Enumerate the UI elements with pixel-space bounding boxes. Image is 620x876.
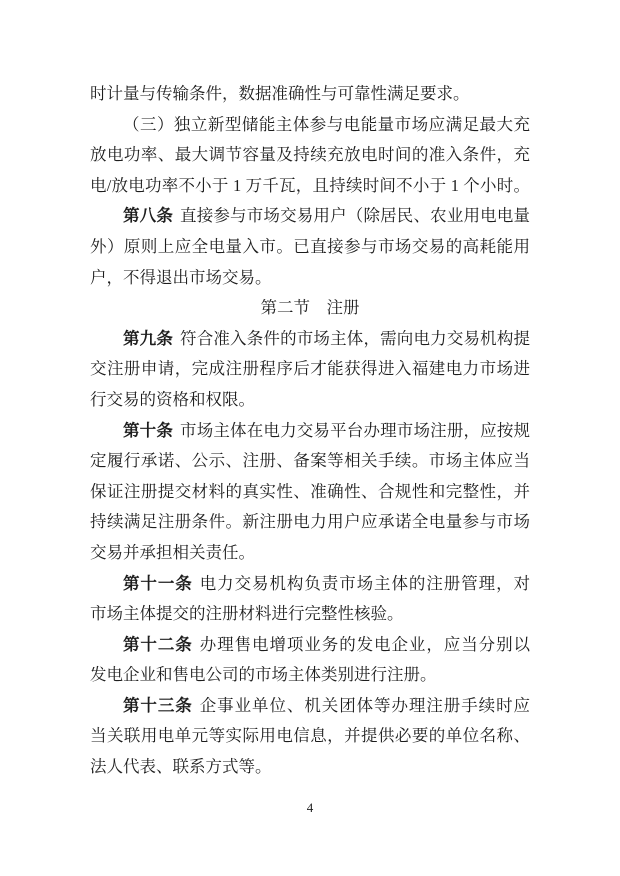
- text-line-article-11: [90, 569, 530, 600]
- article-number: 第十一条: [123, 573, 193, 593]
- text-line: 交易并承担相关责任。: [90, 542, 255, 562]
- text-line: 保证注册提交材料的真实性、准确性、合规性和完整性，并: [90, 481, 530, 501]
- text-line: 当关联用电单元等实际用电信息，并提供必要的单位名称、: [90, 726, 530, 746]
- text-line: 行交易的资格和权限。: [90, 389, 255, 409]
- article-text: 市场主体在电力交易平台办理市场注册，应按规: [180, 420, 530, 440]
- text-line-article-13: [90, 691, 530, 722]
- text-line: 发电企业和售电公司的市场主体类别进行注册。: [90, 665, 437, 685]
- text-line: 放电功率、最大调节容量及持续充放电时间的准入条件，充: [90, 145, 530, 165]
- text-line: 市场主体提交的注册材料进行完整性核验。: [90, 604, 404, 624]
- article-number: 第十条: [123, 420, 174, 440]
- article-number: 第八条: [123, 206, 174, 226]
- text-line: 定履行承诺、公示、注册、备案等相关手续。市场主体应当: [90, 451, 530, 471]
- text-line: 交注册申请，完成注册程序后才能获得进入福建电力市场进: [90, 359, 530, 379]
- text-line: 时计量与传输条件，数据准确性与可靠性满足要求。: [90, 84, 470, 103]
- text-line: 法人代表、联系方式等。: [90, 757, 272, 777]
- text-line: 外）原则上应全电量入市。已直接参与市场交易的高耗能用: [90, 236, 530, 256]
- text-line-article-12: [90, 630, 530, 661]
- article-text: 企事业单位、机关团体等办理注册手续时应: [199, 695, 530, 715]
- text-line: 持续满足注册条件。新注册电力用户应承诺全电量参与市场: [90, 512, 530, 532]
- document-body: [90, 79, 530, 783]
- page-number: 4: [306, 800, 314, 815]
- text-line: （三）独立新型储能主体参与电能量市场应满足最大充: [123, 114, 530, 134]
- text-line-article-10: [90, 416, 530, 447]
- article-number: 第十三条: [123, 695, 193, 715]
- text-line: 户，不得退出市场交易。: [90, 267, 272, 287]
- text-line-article-8: [90, 201, 530, 232]
- article-text: 直接参与市场交易用户（除居民、农业用电电量: [180, 206, 530, 226]
- text-line: 电/放电功率不小于 1 万千瓦，且持续时间不小于 1 个小时。: [90, 175, 530, 195]
- article-number: 第九条: [123, 328, 174, 348]
- text-line-article-9: [90, 324, 530, 355]
- article-text: 符合准入条件的市场主体，需向电力交易机构提: [180, 328, 530, 348]
- article-text: 办理售电增项业务的发电企业，应当分别以: [199, 634, 530, 654]
- article-text: 电力交易机构负责市场主体的注册管理，对: [199, 573, 530, 593]
- section-heading: 第二节 注册: [260, 298, 360, 318]
- article-number: 第十二条: [123, 634, 193, 654]
